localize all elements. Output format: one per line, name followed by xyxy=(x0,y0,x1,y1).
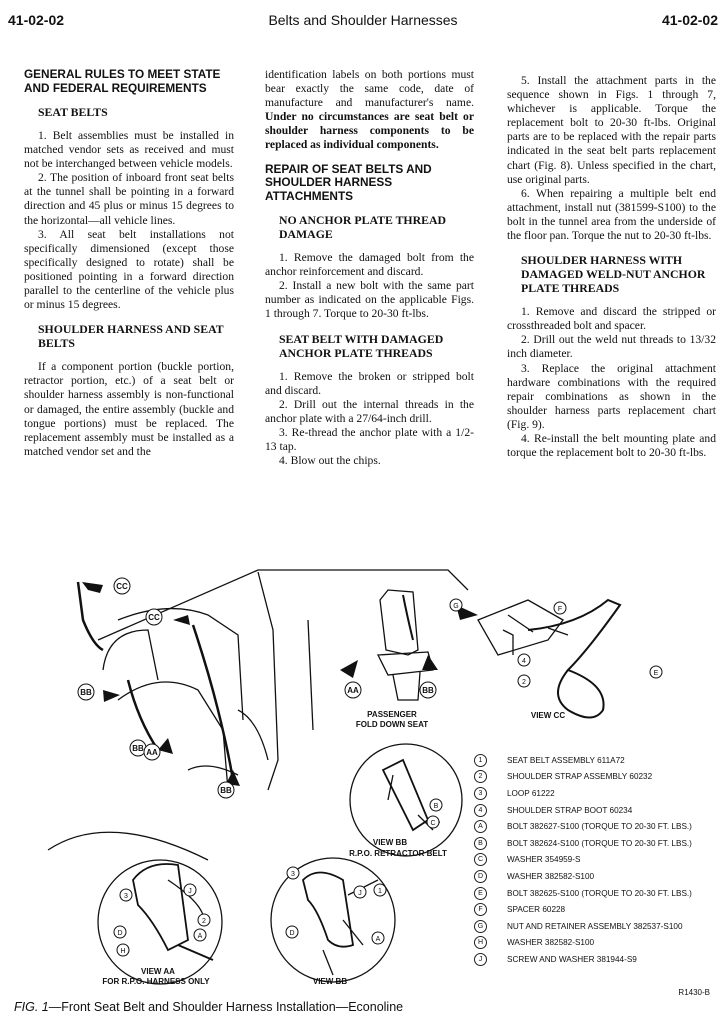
warning-text: Under no circumstances are seat belt or shoulder harness components to be replaced as individual components. xyxy=(265,110,474,152)
legend-text: BOLT 382625-S100 (TORQUE TO 20-30 FT. LBS.) xyxy=(507,888,692,898)
legend-item xyxy=(474,951,714,968)
page-number-left: 41-02-02 xyxy=(8,12,65,28)
legend-text: BOLT 382627-S100 (TORQUE TO 20-30 FT. LBS.) xyxy=(507,822,692,832)
section-heading: GENERAL RULES TO MEET STATE AND FEDERAL REQUIREMENTS xyxy=(24,67,221,95)
label-j: J xyxy=(188,888,192,895)
page-header xyxy=(8,12,718,34)
label-j-bb: J xyxy=(358,890,362,897)
text-column-2 xyxy=(265,68,474,468)
label-h: H xyxy=(120,948,126,955)
caption-view-cc: VIEW CC xyxy=(530,711,566,720)
legend-text: SHOULDER STRAP ASSEMBLY 60232 xyxy=(507,772,653,782)
caption-rpo-retractor: R.P.O. RETRACTOR BELT xyxy=(349,849,447,858)
legend-text: SHOULDER STRAP BOOT 60234 xyxy=(507,805,633,815)
paragraph: 1. Remove the broken or stripped bolt and discard. xyxy=(265,369,474,397)
legend-marker: 4 xyxy=(474,804,487,817)
legend-item xyxy=(474,752,714,769)
running-title: Belts and Shoulder Harnesses xyxy=(268,12,458,28)
label-g: G xyxy=(453,603,459,610)
legend-text: NUT AND RETAINER ASSEMBLY 382537-S100 xyxy=(507,921,683,931)
label-a: A xyxy=(197,933,203,940)
label-bb-4: BB xyxy=(422,686,434,695)
caption-view-bb-1: VIEW BB xyxy=(372,838,408,847)
caption-view-aa: VIEW AA xyxy=(141,967,175,976)
text-column-3 xyxy=(507,74,716,460)
legend-marker: E xyxy=(474,887,487,900)
legend-marker: D xyxy=(474,870,487,883)
figure-caption xyxy=(14,1000,403,1014)
legend-item xyxy=(474,868,714,885)
legend-marker: 3 xyxy=(474,787,487,800)
legend-text: WASHER 382582-S100 xyxy=(507,938,595,948)
legend-marker: C xyxy=(474,853,487,866)
subsection-heading: SHOULDER HARNESS WITH DAMAGED WELD-NUT ANCHOR PLATE THREADS xyxy=(521,253,706,296)
label-e: E xyxy=(653,670,659,677)
label-4: 4 xyxy=(522,658,526,665)
label-3: 3 xyxy=(124,893,128,900)
legend-item xyxy=(474,885,714,902)
legend-marker: 2 xyxy=(474,770,487,783)
legend-text: WASHER 382582-S100 xyxy=(507,871,595,881)
legend-item xyxy=(474,785,714,802)
label-cc-2: CC xyxy=(148,613,160,622)
label-bb-3: BB xyxy=(220,786,232,795)
label-aa-1: AA xyxy=(146,748,158,757)
label-f: F xyxy=(557,606,563,613)
legend-marker: G xyxy=(474,920,487,933)
paragraph: 2. Drill out the weld nut threads to 13/32 inch diameter. xyxy=(507,333,716,361)
subsection-heading: SEAT BELTS xyxy=(38,105,108,119)
label-bb-2: BB xyxy=(132,744,144,753)
caption-passenger: PASSENGER xyxy=(367,710,417,719)
legend-item xyxy=(474,835,714,852)
paragraph: 1. Belt assemblies must be installed in matched vendor sets as received and must not be interchanged between vehicle models. xyxy=(24,129,234,171)
label-b: B xyxy=(433,803,439,810)
caption-fold-down-seat: FOLD DOWN SEAT xyxy=(355,720,429,729)
page-number-right: 41-02-02 xyxy=(661,12,718,28)
legend-item xyxy=(474,852,714,869)
paragraph: 1. Remove the damaged bolt from the anchor reinforcement and discard. xyxy=(265,251,474,279)
legend-text: SCREW AND WASHER 381944-S9 xyxy=(507,954,637,964)
paragraph: 3. Replace the original attachment hardware combinations with the required repair combinations as shown in the shoulder harness parts replacement chart (Fig. 9). xyxy=(507,361,716,431)
section-heading: REPAIR OF SEAT BELTS AND SHOULDER HARNESS ATTACHMENTS xyxy=(265,161,432,203)
label-1: 1 xyxy=(378,888,382,895)
legend-text: SEAT BELT ASSEMBLY 611A72 xyxy=(507,755,625,765)
subsection-heading: SHOULDER HARNESS AND SEAT BELTS xyxy=(38,322,224,351)
paragraph: 3. All seat belt installations not specifically dimensioned (except those specifically designed to rotate) shall be positioned pointing in a forward direction parallel to the centerline of the vehicle plus or minus 15 degrees. xyxy=(24,227,234,312)
caption-view-bb-2: VIEW BB xyxy=(312,977,348,986)
figure-caption-text: —Front Seat Belt and Shoulder Harness Installation—Econoline xyxy=(48,1000,404,1014)
legend-item xyxy=(474,818,714,835)
legend-marker: F xyxy=(474,903,487,916)
label-d-bb: D xyxy=(289,930,295,937)
paragraph: 1. Remove and discard the stripped or crossthreaded bolt and spacer. xyxy=(507,305,716,333)
paragraph: 3. Re-thread the anchor plate with a 1/2-13 tap. xyxy=(265,425,474,453)
legend-item xyxy=(474,901,714,918)
legend-marker: J xyxy=(474,953,487,966)
legend-item xyxy=(474,769,714,786)
legend-text: SPACER 60228 xyxy=(507,905,566,915)
paragraph: 2. Install a new bolt with the same part number as indicated on the applicable Figs. 1 through 7. Torque to 20-30 ft-lbs. xyxy=(265,279,474,321)
legend-marker: A xyxy=(474,820,487,833)
legend-item xyxy=(474,918,714,935)
parts-legend xyxy=(474,752,714,968)
legend-marker: B xyxy=(474,837,487,850)
text-column-1 xyxy=(24,68,234,459)
legend-marker: 1 xyxy=(474,754,487,767)
legend-text: BOLT 382624-S100 (TORQUE TO 20-30 FT. LBS.) xyxy=(507,838,692,848)
paragraph: 4. Re-install the belt mounting plate and torque the replacement bolt to 20-30 ft-lbs. xyxy=(507,431,716,460)
figure-reference-code: R1430-B xyxy=(678,988,710,997)
label-3-bb: 3 xyxy=(291,871,295,878)
label-bb-1: BB xyxy=(80,688,92,697)
subsection-heading: SEAT BELT WITH DAMAGED ANCHOR PLATE THREADS xyxy=(279,331,444,360)
label-aa-2: AA xyxy=(347,686,359,695)
legend-item xyxy=(474,935,714,952)
paragraph-text: identification labels on both portions must bear exactly the same code, date of manufacture and manufacturer's name. xyxy=(265,68,474,110)
subsection-heading: NO ANCHOR PLATE THREAD DAMAGE xyxy=(279,213,447,242)
legend-text: LOOP 61222 xyxy=(507,788,555,798)
label-2: 2 xyxy=(522,679,526,686)
legend-marker: H xyxy=(474,936,487,949)
figure-number: FIG. 1 xyxy=(14,1000,49,1014)
legend-item xyxy=(474,802,714,819)
paragraph: 2. Drill out the internal threads in the anchor plate with a 27/64-inch drill. xyxy=(265,397,474,425)
paragraph: 6. When repairing a multiple belt end attachment, install nut (381599-S100) to the bolt in the tunnel area from the underside of the floor pan. Torque the nut to 20-30 ft-lbs. xyxy=(507,186,716,243)
label-d: D xyxy=(117,930,123,937)
label-c: C xyxy=(430,820,436,827)
paragraph: 2. The position of inboard front seat belts at the tunnel shall be pointing in a forward direction and 45 plus or minus 15 degrees to the horizontal—all vehicle lines. xyxy=(24,171,234,227)
legend-text: WASHER 354959-S xyxy=(507,855,581,865)
paragraph: 4. Blow out the chips. xyxy=(279,454,381,468)
label-cc-1: CC xyxy=(116,582,128,591)
paragraph: 5. Install the attachment parts in the sequence shown in Figs. 1 through 7, whichever is applicable. Torque the replacement bolt to 20-30 ft-lbs. Original parts are to be replaced with the repair parts indicated in the seat belt parts replacement chart (Fig. 8). Unless specified in the chart, use original parts. xyxy=(507,74,716,186)
label-a-bb: A xyxy=(375,936,381,943)
paragraph: If a component portion (buckle portion, retractor portion, etc.) of a seat belt or shoulder harness assembly is non-functional or damaged, the entire assembly (buckle and tongue portions) must be replaced. The replacement assembly must be installed as a matched vendor set and the xyxy=(24,360,234,458)
label-2-aa: 2 xyxy=(202,918,206,925)
paragraph xyxy=(265,68,474,153)
caption-for-rpo: FOR R.P.O. HARNESS ONLY xyxy=(102,977,210,986)
